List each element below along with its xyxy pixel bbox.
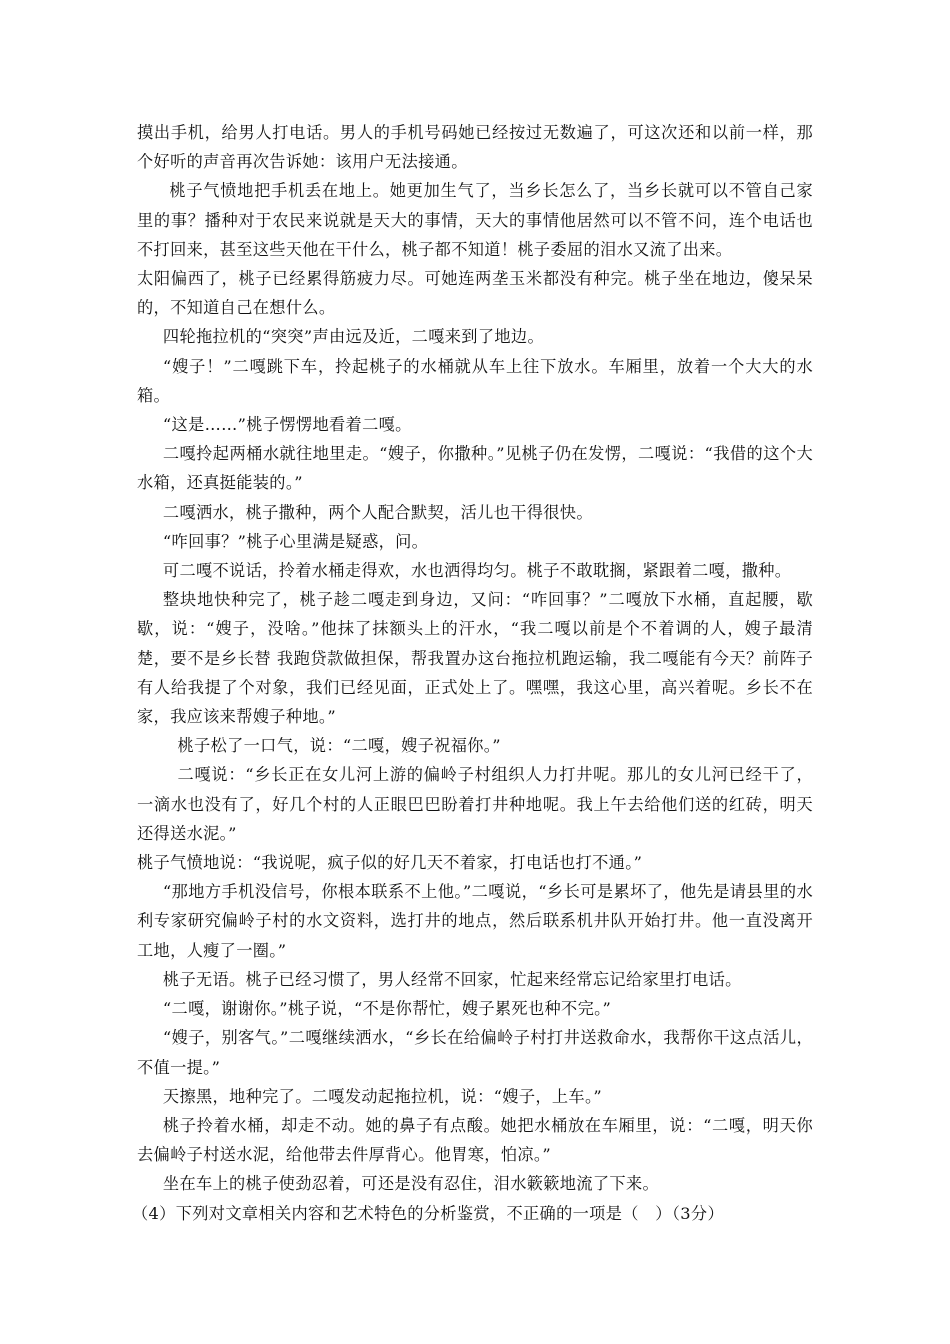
paragraph-10: 可二嘎不说话，拎着水桶走得欢，水也洒得均匀。桃子不敢耽搁，紧跟着二嘎，撒种。 xyxy=(162,561,792,581)
paragraph-16: 桃子无语。桃子已经习惯了，男人经常不回家，忙起来经常忘记给家里打电话。 xyxy=(162,969,742,989)
paragraph-6: “这是……”桃子愣愣地看着二嘎。 xyxy=(162,415,412,435)
paragraph-1: 摸出手机，给男人打电话。男人的手机号码她已经按过无数遍了，可这次还和以前一样，那个好听的声音再次告诉她：该用户无法接通。 xyxy=(137,123,813,172)
paragraph-20: 桃子拎着水桶，却走不动。她的鼻子有点酸。她把水桶放在车厢里，说：“二嘎，明天你去偏岭子村送水泥，给他带去件厚背心。他胃寒，怕凉。” xyxy=(137,1115,813,1165)
paragraph-9: “咋回事？”桃子心里满是疑惑，问。 xyxy=(162,531,429,551)
paragraph-11: 整块地快种完了，桃子趁二嘎走到身边，又问：“咋回事？”二嘎放下水桶，直起腰，歇歇，说：“嫂子，没啥。”他抹了抹额头上的汗水，“我二嘎以前是个不着调的人，嫂子最清楚，要不是乡长替 我跑贷款做担保，帮我置办这台拖拉机跑运输，我二嘎能有今天？前阵子有人给我提了个对象，我们已经见面，正式处上了。嘿嘿，我这心里，高兴着呢。乡长不在家，我应该来帮嫂子种地。” xyxy=(137,590,813,727)
paragraph-12: 桃子松了一口气，说：“二嘎，嫂子祝福你。” xyxy=(177,736,501,756)
paragraph-13: 二嘎说：“乡长正在女儿河上游的偏岭子村组织人力打井呢。那儿的女儿河已经干了，一滴水也没有了，好几个村的人正眼巴巴盼着打井种地呢。我上午去给他们送的红砖，明天还得送水泥。” xyxy=(137,765,813,843)
paragraph-15: “那地方手机没信号，你根本联系不上他。”二嘎说，“乡长可是累坏了，他先是请县里的水利专家研究偏岭子村的水文资料，选打井的地点，然后联系机井队开始打井。他一直没离开工地，人瘦了一圈。” xyxy=(137,882,813,960)
document-page xyxy=(132,118,813,1228)
paragraph-17: “二嘎，谢谢你。”桃子说，“不是你帮忙，嫂子累死也种不完。” xyxy=(162,999,612,1019)
question-4: （4）下列对文章相关内容和艺术特色的分析鉴赏，不正确的一项是（ ）（3分） xyxy=(132,1203,725,1223)
paragraph-14: 桃子气愤地说：“我说呢，疯子似的好几天不着家，打电话也打不通。” xyxy=(137,853,643,873)
paragraph-7: 二嘎拎起两桶水就往地里走。“嫂子，你撒种。”见桃子仍在发愣，二嘎说：“我借的这个大水箱，还真挺能装的。” xyxy=(137,444,813,493)
paragraph-18: “嫂子，别客气。”二嘎继续洒水，“乡长在给偏岭子村打井送救命水，我帮你干这点活儿，不值一提。” xyxy=(137,1028,813,1077)
paragraph-2: 桃子气愤地把手机丢在地上。她更加生气了，当乡长怎么了，当乡长就可以不管自己家里的事？播种对于农民来说就是天大的事情，天大的事情他居然可以不管不问，连个电话也不打回来，甚至这些天他在干什么，桃子都不知道！桃子委屈的泪水又流了出来。 xyxy=(137,181,813,259)
paragraph-19: 天擦黑，地种完了。二嘎发动起拖拉机，说：“嫂子，上车。” xyxy=(162,1086,603,1106)
paragraph-8: 二嘎洒水，桃子撒种，两个人配合默契，活儿也干得很快。 xyxy=(162,502,593,522)
paragraph-5: “嫂子！”二嘎跳下车，拎起桃子的水桶就从车上往下放水。车厢里，放着一个大大的水箱。 xyxy=(137,356,813,405)
paragraph-3: 太阳偏西了，桃子已经累得筋疲力尽。可她连两垄玉米都没有种完。桃子坐在地边，傻呆呆的，不知道自己在想什么。 xyxy=(137,269,813,318)
paragraph-4: 四轮拖拉机的“突突”声由远及近，二嘎来到了地边。 xyxy=(162,327,544,347)
paragraph-21: 坐在车上的桃子使劲忍着，可还是没有忍住，泪水簌簌地流了下来。 xyxy=(162,1174,660,1194)
